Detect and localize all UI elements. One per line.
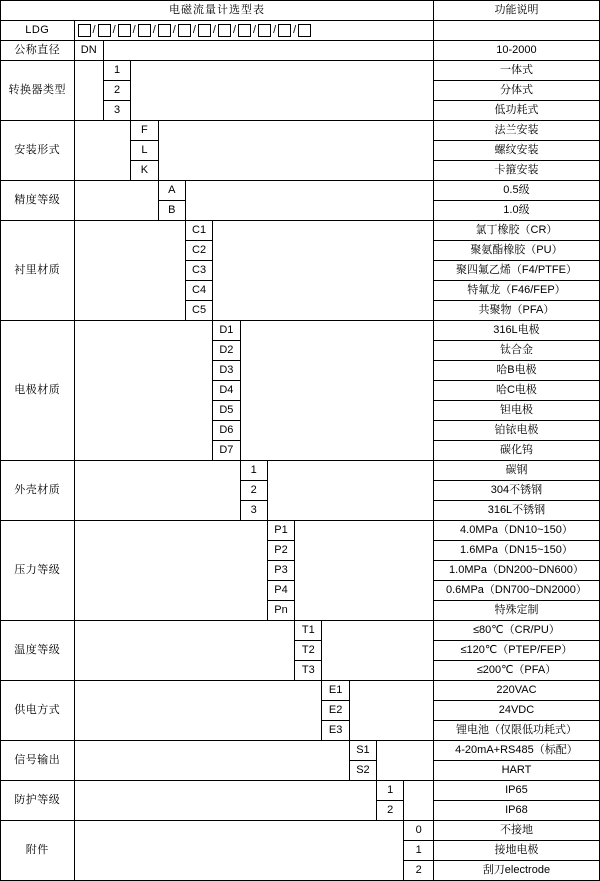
spec-label: 防护等级 — [1, 781, 75, 821]
spec-desc: HART — [433, 761, 599, 781]
spec-row — [1, 41, 600, 61]
spec-desc: 钛合金 — [433, 341, 599, 361]
spec-code: B — [158, 201, 185, 221]
spec-desc: 低功耗式 — [433, 101, 599, 121]
spec-desc: 0.5级 — [433, 181, 599, 201]
spec-row — [1, 181, 600, 201]
spec-desc: 氯丁橡胶（CR） — [433, 221, 599, 241]
spec-code: D4 — [213, 381, 240, 401]
spec-desc: 哈B电极 — [433, 361, 599, 381]
spec-row — [1, 121, 600, 141]
spec-desc: 碳钢 — [433, 461, 599, 481]
spec-code: D1 — [213, 321, 240, 341]
spec-desc: 304不锈钢 — [433, 481, 599, 501]
code-box — [178, 24, 191, 37]
table-title: 电磁流量计选型表 — [1, 1, 434, 21]
code-box — [98, 24, 111, 37]
spec-code: D7 — [213, 441, 240, 461]
spec-desc: 分体式 — [433, 81, 599, 101]
spec-row — [1, 681, 600, 701]
desc-blank — [433, 21, 599, 41]
filler-right — [158, 121, 433, 181]
filler-left — [74, 121, 131, 181]
filler-left — [74, 221, 185, 321]
desc-column-header: 功能说明 — [433, 1, 599, 21]
spec-label: 附件 — [1, 821, 75, 881]
spec-desc: ≤200℃（PFA） — [433, 661, 599, 681]
spec-code: L — [131, 141, 158, 161]
spec-desc: 螺纹安装 — [433, 141, 599, 161]
spec-code: 3 — [240, 501, 267, 521]
code-box — [278, 24, 291, 37]
code-box — [158, 24, 171, 37]
spec-row — [1, 621, 600, 641]
spec-desc: 10-2000 — [433, 41, 599, 61]
filler-left — [74, 321, 213, 461]
spec-code: 1 — [404, 841, 434, 861]
spec-code: S1 — [349, 741, 376, 761]
spec-desc: 刮刀electrode — [433, 861, 599, 881]
spec-code: Pn — [267, 601, 294, 621]
code-box — [138, 24, 151, 37]
spec-code: F — [131, 121, 158, 141]
code-box — [78, 24, 91, 37]
spec-desc: 钽电极 — [433, 401, 599, 421]
spec-code: E2 — [322, 701, 349, 721]
code-separator: / — [172, 23, 176, 36]
spec-label: 信号输出 — [1, 741, 75, 781]
filler-right — [267, 461, 433, 521]
spec-label: 精度等级 — [1, 181, 75, 221]
spec-row — [1, 741, 600, 761]
spec-code: C4 — [185, 281, 212, 301]
spec-desc: 316L不锈钢 — [433, 501, 599, 521]
code-separator: / — [192, 23, 196, 36]
filler-right — [322, 621, 433, 681]
spec-desc: 聚四氟乙烯（F4/PTFE） — [433, 261, 599, 281]
spec-code: 1 — [377, 781, 404, 801]
filler-right — [240, 321, 433, 461]
spec-desc: IP65 — [433, 781, 599, 801]
spec-desc: 1.0级 — [433, 201, 599, 221]
spec-label: 公称直径 — [1, 41, 75, 61]
spec-code: D3 — [213, 361, 240, 381]
spec-desc: 法兰安装 — [433, 121, 599, 141]
spec-desc: 0.6MPa（DN700~DN2000） — [433, 581, 599, 601]
spec-label: 温度等级 — [1, 621, 75, 681]
code-separator: / — [253, 23, 257, 36]
spec-code: K — [131, 161, 158, 181]
spec-desc: 特氟龙（F46/FEP） — [433, 281, 599, 301]
code-separator: / — [152, 23, 156, 36]
spec-label: 外壳材质 — [1, 461, 75, 521]
spec-desc: 共聚物（PFA） — [433, 301, 599, 321]
spec-code: A — [158, 181, 185, 201]
spec-label: 供电方式 — [1, 681, 75, 741]
spec-label: 安装形式 — [1, 121, 75, 181]
code-box — [218, 24, 231, 37]
spec-desc: 碳化钨 — [433, 441, 599, 461]
spec-row — [1, 221, 600, 241]
filler-right — [404, 781, 434, 821]
code-box — [238, 24, 251, 37]
spec-code: T1 — [295, 621, 322, 641]
filler-left — [74, 461, 240, 521]
spec-code: 2 — [103, 81, 130, 101]
model-code-row — [1, 21, 600, 41]
code-box — [118, 24, 131, 37]
spec-code: 1 — [103, 61, 130, 81]
filler-right — [103, 41, 433, 61]
spec-label: 电极材质 — [1, 321, 75, 461]
spec-label: 衬里材质 — [1, 221, 75, 321]
spec-code: C5 — [185, 301, 212, 321]
spec-desc: 哈C电极 — [433, 381, 599, 401]
filler-left — [74, 681, 322, 741]
spec-label: 转换器类型 — [1, 61, 75, 121]
spec-row — [1, 321, 600, 341]
filler-right — [377, 741, 434, 781]
code-separator: / — [232, 23, 237, 36]
spec-desc: 4-20mA+RS485（标配） — [433, 741, 599, 761]
filler-left — [74, 521, 267, 621]
spec-desc: 24VDC — [433, 701, 599, 721]
spec-desc: ≤120℃（PTEP/FEP） — [433, 641, 599, 661]
spec-code: 2 — [240, 481, 267, 501]
spec-row — [1, 61, 600, 81]
filler-right — [131, 61, 434, 121]
spec-code: T2 — [295, 641, 322, 661]
code-box — [258, 24, 271, 37]
code-separator: / — [132, 23, 136, 36]
filler-right — [349, 681, 433, 741]
spec-desc: 一体式 — [433, 61, 599, 81]
spec-desc: IP68 — [433, 801, 599, 821]
spec-code: DN — [74, 41, 103, 61]
model-prefix: LDG — [1, 21, 75, 41]
filler-left — [74, 781, 377, 821]
spec-code: P1 — [267, 521, 294, 541]
spec-desc: 不接地 — [433, 821, 599, 841]
spec-table-body — [1, 1, 600, 881]
spec-desc: 特殊定制 — [433, 601, 599, 621]
code-separator: / — [273, 23, 277, 36]
spec-desc: 1.6MPa（DN15~150） — [433, 541, 599, 561]
spec-desc: 接地电极 — [433, 841, 599, 861]
spec-label: 压力等级 — [1, 521, 75, 621]
spec-row — [1, 781, 600, 801]
filler-right — [185, 181, 433, 221]
spec-desc: 4.0MPa（DN10~150） — [433, 521, 599, 541]
spec-code: S2 — [349, 761, 376, 781]
spec-code: P4 — [267, 581, 294, 601]
code-box — [198, 24, 211, 37]
spec-desc: 聚氨酯橡胶（PU） — [433, 241, 599, 261]
spec-code: C2 — [185, 241, 212, 261]
code-box — [298, 24, 311, 37]
table-header-row — [1, 1, 600, 21]
filler-left — [74, 741, 349, 781]
spec-desc: 1.0MPa（DN200~DN600） — [433, 561, 599, 581]
code-placeholder-strip — [74, 21, 433, 41]
spec-code: 2 — [404, 861, 434, 881]
spec-code: E1 — [322, 681, 349, 701]
spec-desc: 锂电池（仅限低功耗式） — [433, 721, 599, 741]
spec-code: 2 — [377, 801, 404, 821]
spec-code: P2 — [267, 541, 294, 561]
code-boxes — [75, 21, 433, 40]
code-separator: / — [92, 23, 96, 36]
filler-right — [295, 521, 434, 621]
filler-left — [74, 61, 103, 121]
spec-code: D6 — [213, 421, 240, 441]
spec-code: D5 — [213, 401, 240, 421]
spec-code: C3 — [185, 261, 212, 281]
spec-code: 3 — [103, 101, 130, 121]
code-separator: / — [293, 23, 297, 36]
filler-left — [74, 821, 404, 881]
filler-left — [74, 181, 158, 221]
spec-desc: 铂铱电极 — [433, 421, 599, 441]
spec-row — [1, 521, 600, 541]
spec-code: C1 — [185, 221, 212, 241]
spec-code: 1 — [240, 461, 267, 481]
spec-code: E3 — [322, 721, 349, 741]
filler-right — [213, 221, 434, 321]
filler-left — [74, 621, 295, 681]
spec-code: 0 — [404, 821, 434, 841]
code-separator: / — [112, 23, 116, 36]
spec-desc: 316L电极 — [433, 321, 599, 341]
spec-code: T3 — [295, 661, 322, 681]
spec-code: D2 — [213, 341, 240, 361]
code-separator: / — [212, 23, 216, 36]
spec-desc: ≤80℃（CR/PU） — [433, 621, 599, 641]
spec-code: P3 — [267, 561, 294, 581]
spec-desc: 220VAC — [433, 681, 599, 701]
spec-row — [1, 461, 600, 481]
spec-desc: 卡箍安装 — [433, 161, 599, 181]
spec-row — [1, 821, 600, 841]
